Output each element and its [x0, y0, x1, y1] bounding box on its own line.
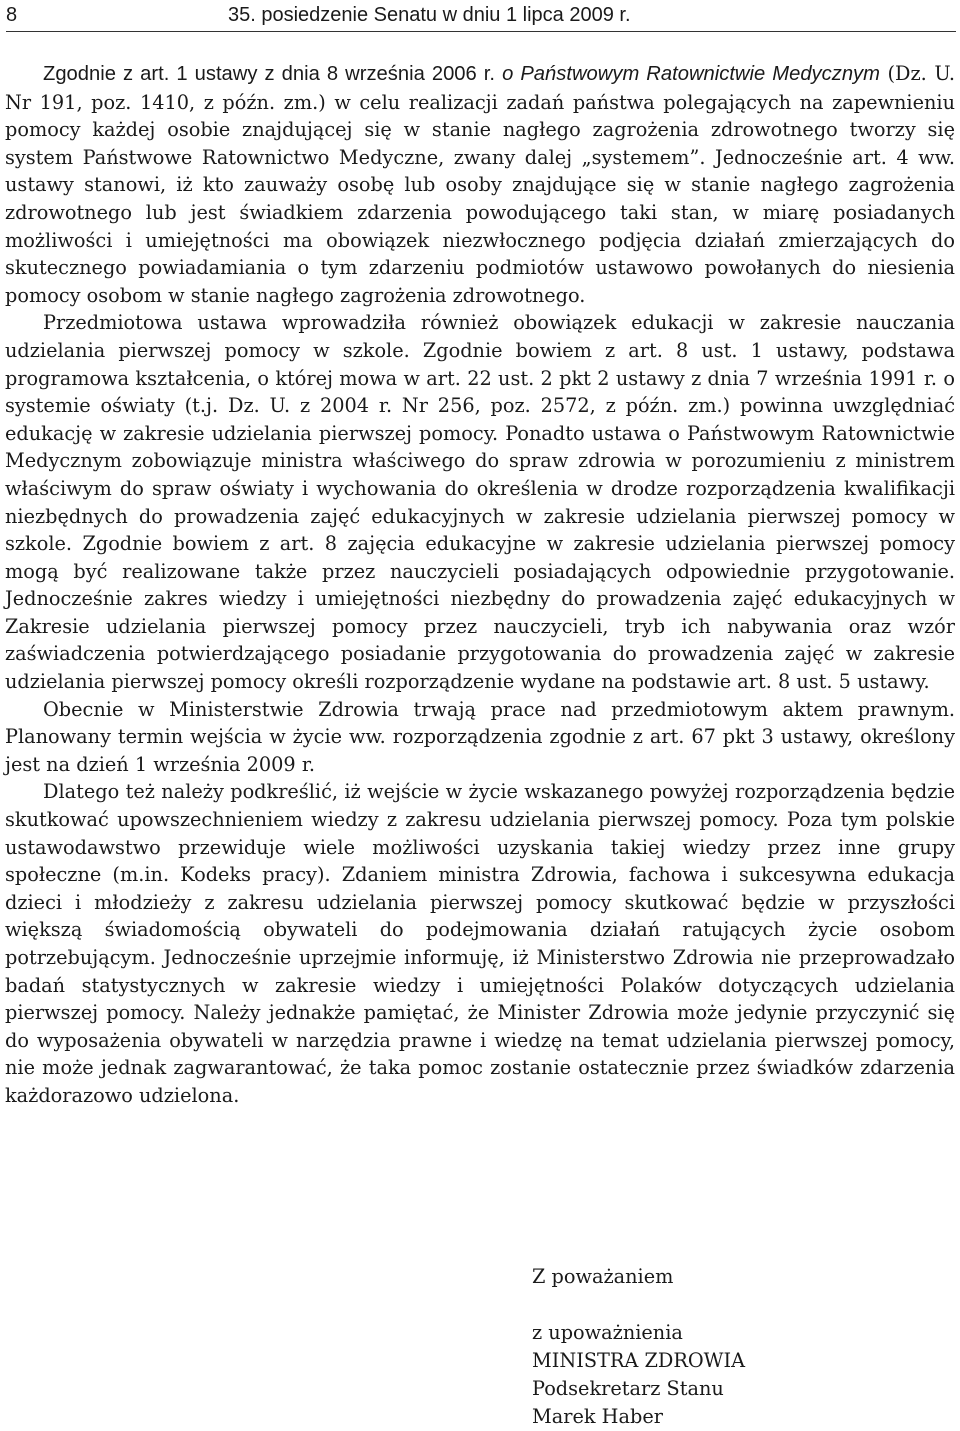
paragraph-1: [5, 60, 955, 309]
act-title: o Państwowym Ratownictwie Medycznym: [502, 63, 880, 85]
page-header: [6, 2, 956, 32]
paragraph-3: Obecnie w Ministerstwie Zdrowia trwają prace nad przedmiotowym aktem prawnym. Planowany termin wejścia w życie ww. rozporządzenia zgodnie z art. 67 pkt 3 ustawy, określony jest na dzień 1 września 2009 r.: [5, 697, 955, 776]
letter-body: [5, 60, 955, 1110]
signature-block: [532, 1263, 745, 1431]
closing-line: Z poważaniem: [532, 1265, 674, 1288]
ministry-line: MINISTRA ZDROWIA: [532, 1349, 746, 1372]
position-line: Podsekretarz Stanu: [532, 1377, 724, 1400]
running-title: 35. posiedzenie Senatu w dniu 1 lipca 2009 r.: [228, 4, 631, 26]
paragraph-4: Dlatego też należy podkreślić, iż wejście w życie wskazanego powyżej rozporządzenia będzie skutkować upowszechnieniem wiedzy z zakresu udzielania pierwszej pomocy. Poza tym polskie ustawodawstwo przewiduje wiele możliwości uzyskania takiej wiedzy przez inne grupy społeczne (m.in. Kodeks pracy). Zdaniem ministra Zdrowia, fachowa i sukcesywna edukacja dzieci i młodzieży z zakresu udzielania pierwszej pomocy skutkować będzie w przyszłości większą świadomością obywateli do podejmowania działań ratujących życie osobom potrzebującym. Jednocześnie uprzejmie informuję, iż Ministerstwo Zdrowia nie przeprowadzało badań statystycznych w zakresie wiedzy i umiejętności Polaków dotyczących udzielania pierwszej pomocy. Należy jednakże pamiętać, że Minister Zdrowia może jedynie przyczynić się do wyposażenia obywateli w narzędzia prawne i wiedzę na temat udzielania pierwszej pomocy, nie może jednak zagwarantować, że taka pomoc zostanie ostatecznie przez świadków zdarzenia każdorazowo udzielona.: [5, 780, 955, 1107]
signatory-name: Marek Haber: [532, 1405, 663, 1428]
header-rule: [6, 31, 956, 32]
paragraph-1-text-b: (Dz. U. Nr 191, poz. 1410, z późn. zm.) w celu realizacji zadań państwa polegających na zapewnieniu pomocy każdej osobie znajdującej się w stanie nagłego zagrożenia zdrowotnego tworzy się system Państwowe Ratownictwo Medyczne, zwany dalej „systemem”. Jednocześnie art. 4 ww. ustawy stanowi, iż kto zauważy osobę lub osoby znajdujące się w stanie nagłego zagrożenia zdrowotnego lub jest świadkiem zdarzenia powodującego taki stan, w miarę posiadanych możliwości i umiejętności ma obowiązek niezwłocznego podjęcia działań zmierzających do skutecznego powiadamiania o tym zdarzeniu podmiotów ustawowo powołanych do niesienia pomocy osobom w stanie nagłego zagrożenia zdrowotnego.: [5, 62, 955, 307]
paragraph-2: Przedmiotowa ustawa wprowadziła również obowiązek edukacji w zakresie nauczania udzielania pierwszej pomocy w szkole. Zgodnie bowiem z art. 8 ust. 1 ustawy, podstawa programowa kształcenia, o której mowa w art. 22 ust. 2 pkt 2 ustawy z dnia 7 września 1991 r. o systemie oświaty (t.j. Dz. U. z 2004 r. Nr 256, poz. 2572, z późn. zm.) powinna uwzględniać edukację w zakresie udzielania pierwszej pomocy. Ponadto ustawa o Państwowym Ratownictwie Medycznym zobowiązuje ministra właściwego do spraw zdrowia w porozumieniu z ministrem właściwym do spraw oświaty i wychowania do określenia w drodze rozporządzenia kwalifikacji niezbędnych do prowadzenia zajęć edukacyjnych w zakresie udzielania pierwszej pomocy w szkole. Zgodnie bowiem z art. 8 zajęcia edukacyjne w zakresie udzielania pierwszej pomocy mogą być realizowane także przez nauczycieli posiadających odpowiednie przygotowanie. Jednocześnie zakres wiedzy i umiejętności niezbędny do prowadzenia zajęć edukacyjnych w Zakresie udzielania pierwszej pomocy przez nauczycieli, tryb ich nabywania oraz wzór zaświadczenia potwierdzającego posiadanie przygotowania do prowadzenia zajęć w zakresie udzielania pierwszej pomocy określi rozporządzenie wydane na podstawie art. 8 ust. 5 ustawy.: [5, 311, 955, 694]
authorization-line: z upoważnienia: [532, 1321, 683, 1344]
page-number: 8: [6, 4, 18, 26]
signature-spacer: [532, 1291, 745, 1319]
paragraph-1-text-a: Zgodnie z art. 1 ustawy z dnia 8 września 2006 r.: [43, 63, 503, 85]
